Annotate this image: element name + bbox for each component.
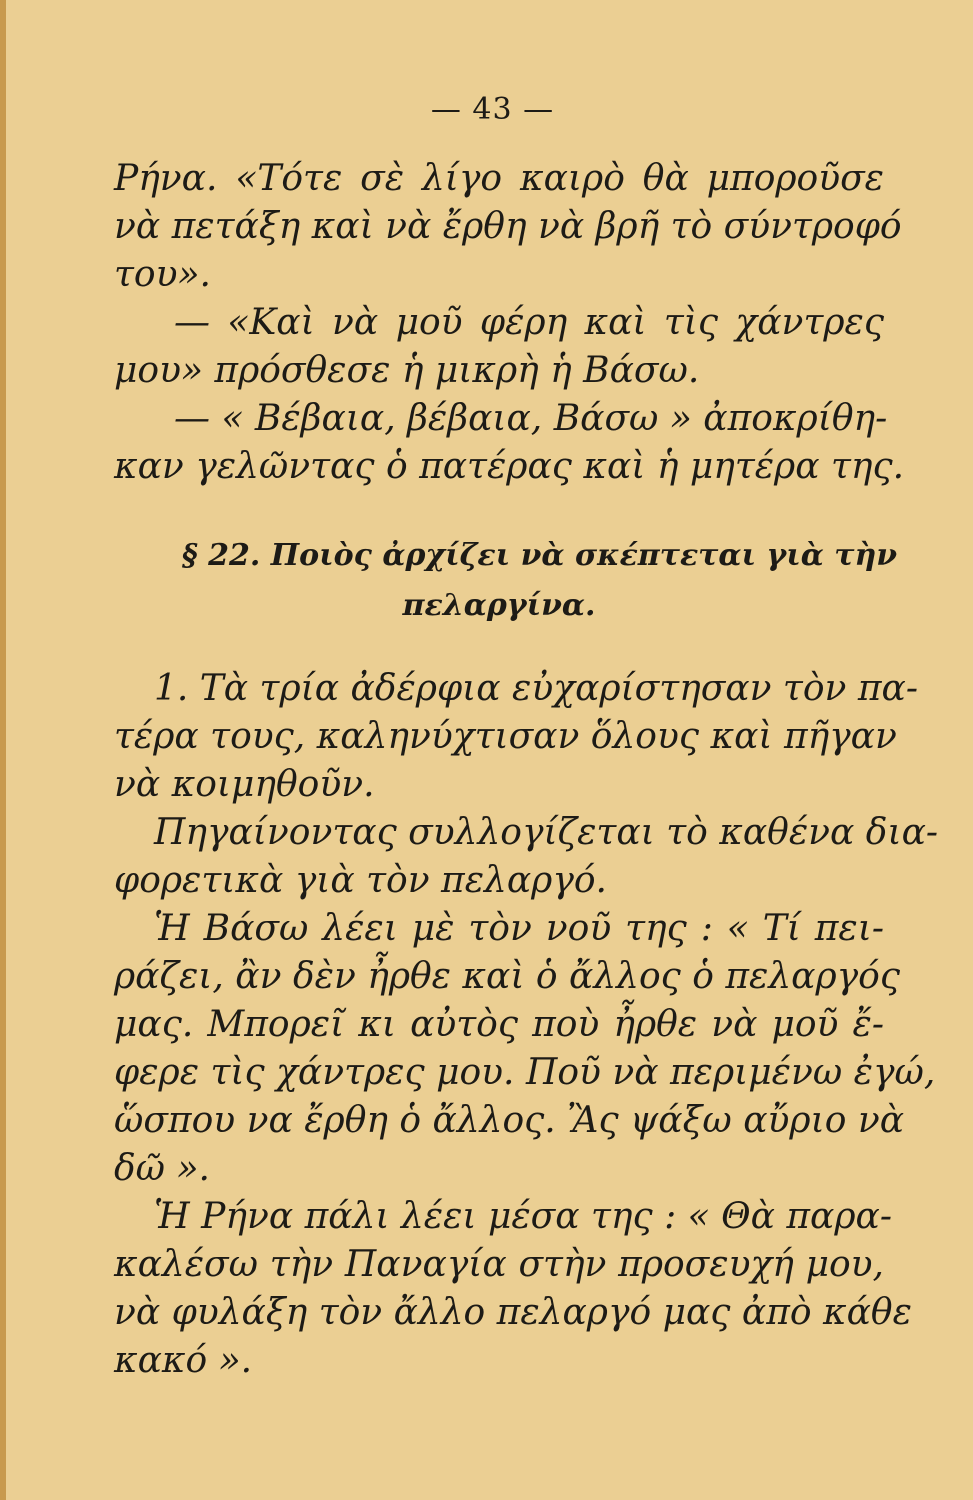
- paragraph: [114, 905, 884, 953]
- paragraph-continuation: [114, 713, 897, 809]
- text-line: νὰ πετάξη καὶ νὰ ἔρθη νὰ βρῆ τὸ σύντροφό: [114, 206, 902, 247]
- text-line: Ἡ Βάσω λέει μὲ τὸν νοῦ της : « Τί πει-: [154, 908, 884, 949]
- paragraph: [114, 395, 888, 443]
- text-line: νὰ φυλάξη τὸν ἄλλο πελαργό μας ἀπὸ κάθε: [114, 1292, 912, 1333]
- paragraph: [114, 1193, 892, 1241]
- text-line: καν γελῶντας ὁ πατέρας καὶ ἡ μητέρα της.: [114, 446, 905, 487]
- paragraph-continuation: [114, 953, 936, 1193]
- text-line: Ρήνα. «Τότε σὲ λίγο καιρὸ θὰ μποροῦσε: [114, 158, 884, 199]
- section-heading-line: πελαργίνα.: [402, 588, 596, 623]
- text-line: — « Βέβαια, βέβαια, Βάσω » ἀποκρίθη-: [174, 398, 888, 439]
- paragraph-continuation: [114, 347, 884, 395]
- paragraph: [114, 665, 918, 713]
- paragraph-continuation: [114, 443, 905, 491]
- text-line: νὰ κοιμηθοῦν.: [114, 764, 375, 805]
- text-line: φορετικὰ γιὰ τὸν πελαργό.: [114, 860, 607, 901]
- text-line: ράζει, ἂν δὲν ἦρθε καὶ ὁ ἄλλος ὁ πελαργός: [114, 956, 900, 997]
- text-line: καλέσω τὴν Παναγία στὴν προσευχή μου,: [114, 1244, 884, 1285]
- section-heading: [114, 531, 898, 631]
- text-line: δῶ ».: [114, 1148, 210, 1189]
- text-line: — «Καὶ νὰ μοῦ φέρη καὶ τὶς χάντρες: [174, 302, 884, 343]
- paragraph: [114, 299, 884, 347]
- paragraph-continuation: [114, 857, 884, 905]
- text-line: 1. Τὰ τρία ἀδέρφια εὐχαρίστησαν τὸν πα-: [154, 668, 918, 709]
- text-line: μου» πρόσθεσε ἡ μικρὴ ἡ Βάσω.: [114, 350, 700, 391]
- page-body: [114, 155, 939, 1385]
- text-line: ὥσπου να ἔρθη ὁ ἄλλος. Ἂς ψάξω αὔριο νὰ: [114, 1100, 905, 1141]
- text-line: τέρα τους, καληνύχτισαν ὅλους καὶ πῆγαν: [114, 716, 897, 757]
- section-heading-line: § 22. Ποιὸς ἀρχίζει νὰ σκέπτεται γιὰ τὴν: [182, 538, 898, 573]
- text-line: Πηγαίνοντας συλλογίζεται τὸ καθένα δια-: [154, 812, 939, 853]
- paragraph: [114, 809, 939, 857]
- text-line: Ἡ Ρήνα πάλι λέει μέσα της : « Θὰ παρα-: [154, 1196, 892, 1237]
- paragraph-continuation: [114, 1241, 912, 1385]
- page-number: — 43 —: [430, 92, 555, 127]
- text-line: μας. Μπορεῖ κι αὐτὸς ποὺ ἦρθε νὰ μοῦ ἔ-: [114, 1004, 884, 1045]
- paragraph: [114, 155, 902, 299]
- text-line: κακό ».: [114, 1340, 253, 1381]
- text-line: φερε τὶς χάντρες μου. Ποῦ νὰ περιμένω ἐγώ,: [114, 1052, 936, 1093]
- text-line: του».: [114, 254, 211, 295]
